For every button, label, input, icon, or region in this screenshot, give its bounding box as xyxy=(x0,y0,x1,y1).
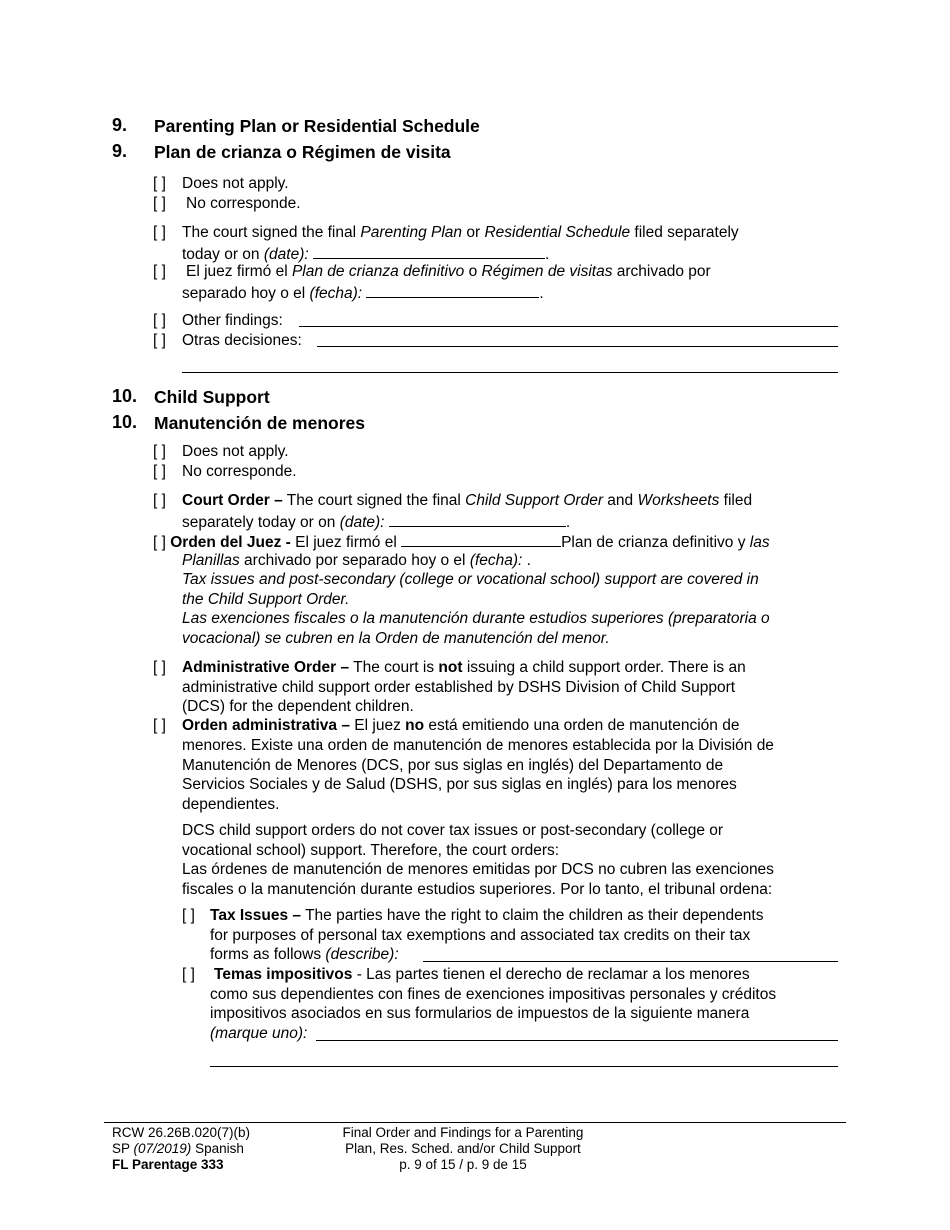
s10-tax-describe-field[interactable] xyxy=(423,961,838,962)
s10-admin-es-line2: menores. Existe una orden de manutención de menores establecida por la División de xyxy=(182,737,774,754)
section-9-title-es: Plan de crianza o Régimen de visita xyxy=(154,142,451,162)
s10-orden-juez-line1: [ ] Orden del Juez - El juez firmó el Plan de crianza definitivo y las xyxy=(153,531,770,553)
s10-dcs-es-line2: fiscales o la manutención durante estudios superiores. Por lo tanto, el tribunal ordena: xyxy=(182,881,773,898)
checkbox-s10-admin-order[interactable]: [ ] xyxy=(153,659,166,676)
s9-not-apply-es: No corresponde. xyxy=(186,195,301,212)
section-10-title-en: Child Support xyxy=(154,387,270,407)
footer-title-line2: Plan, Res. Sched. and/or Child Support xyxy=(345,1141,581,1156)
s9-court-signed-en-line2: today or on (date): . xyxy=(182,243,549,265)
s10-extra-line-field[interactable] xyxy=(210,1066,838,1067)
s10-tax-note-es-line1: Las exenciones fiscales o la manutención durante estudios superiores (preparatoria o xyxy=(182,610,770,627)
checkbox-s10-orden-juez[interactable]: [ ] xyxy=(153,534,166,551)
section-10-title-es: Manutención de menores xyxy=(154,413,366,433)
footer-sp: SP (07/2019) Spanish xyxy=(112,1141,244,1156)
s10-tax-en-line1: Tax Issues – The parties have the right to claim the children as their dependents xyxy=(210,907,764,924)
s10-tax-note-es-line2: vocacional) se cubren en la Orden de manutención del menor. xyxy=(182,630,610,647)
checkbox-s9-otras-decisiones[interactable]: [ ] xyxy=(153,332,166,349)
s10-not-apply-es: No corresponde. xyxy=(182,463,297,480)
checkbox-s10-tax-issues[interactable]: [ ] xyxy=(182,907,195,924)
s10-admin-es-line4: Servicios Sociales y de Salud (DSHS, por sus siglas en inglés) para los menores xyxy=(182,776,737,793)
s10-tax-note-en-line2: the Child Support Order. xyxy=(182,591,350,608)
footer-divider xyxy=(104,1122,846,1123)
checkbox-s9-court-signed[interactable]: [ ] xyxy=(153,224,166,241)
s10-admin-es-line5: dependientes. xyxy=(182,796,280,813)
s10-admin-en-line2: administrative child support order established by DSHS Division of Child Support xyxy=(182,679,736,696)
s10-marque-uno-field[interactable] xyxy=(316,1040,838,1041)
s9-other-findings-field[interactable] xyxy=(299,326,838,327)
s10-not-apply-en: Does not apply. xyxy=(182,443,289,460)
s10-dcs-en-line1: DCS child support orders do not cover tax issues or post-secondary (college or xyxy=(182,822,724,839)
footer-rcw: RCW 26.26B.020(7)(b) xyxy=(112,1125,251,1140)
checkbox-s10-not-apply[interactable]: [ ] xyxy=(153,443,166,460)
s9-date-field[interactable] xyxy=(313,243,545,259)
checkbox-s10-temas-impositivos[interactable]: [ ] xyxy=(182,966,195,983)
s10-tax-en-line3: forms as follows (describe): xyxy=(210,946,399,963)
checkbox-s9-other-findings[interactable]: [ ] xyxy=(153,312,166,329)
section-10-number-en: 10. xyxy=(112,386,138,406)
checkbox-s10-orden-administrativa[interactable]: [ ] xyxy=(153,717,166,734)
s9-otras-decisiones-field[interactable] xyxy=(317,346,838,347)
s9-fecha-field[interactable] xyxy=(366,282,539,298)
s10-tax-es-line2: como sus dependientes con fines de exenciones impositivas personales y créditos xyxy=(210,986,777,1003)
s9-court-signed-en-line1: The court signed the final Parenting Plan or Residential Schedule filed separately xyxy=(182,224,739,241)
s9-not-apply-en: Does not apply. xyxy=(182,175,289,192)
s10-tax-es-marque: (marque uno): xyxy=(210,1025,308,1042)
s10-dcs-es-line1: Las órdenes de manutención de menores emitidas por DCS no cubren las exenciones xyxy=(182,861,774,878)
s10-admin-es-line1: Orden administrativa – El juez no está emitiendo una orden de manutención de xyxy=(182,717,740,734)
checkbox-s9-no-corresponde[interactable]: [ ] xyxy=(153,195,166,212)
s9-extra-line-field[interactable] xyxy=(182,372,838,373)
checkbox-s10-no-corresponde[interactable]: [ ] xyxy=(153,463,166,480)
s10-tax-es-line1: Temas impositivos - Las partes tienen el derecho de reclamar a los menores xyxy=(214,966,750,983)
section-9-number-en: 9. xyxy=(112,115,128,135)
s9-otras-decisiones-label: Otras decisiones: xyxy=(182,332,302,349)
s10-dcs-en-line2: vocational school) support. Therefore, the court orders: xyxy=(182,842,560,859)
section-10-number-es: 10. xyxy=(112,412,138,432)
section-9-title-en: Parenting Plan or Residential Schedule xyxy=(154,116,480,136)
footer-title-line1: Final Order and Findings for a Parenting xyxy=(342,1125,584,1140)
s10-tax-en-line2: for purposes of personal tax exemptions and associated tax credits on their tax xyxy=(210,927,751,944)
s9-juez-firmo-es-line1: El juez firmó el Plan de crianza definitivo o Régimen de visitas archivado por xyxy=(186,263,711,280)
s10-orden-blank-field[interactable] xyxy=(401,531,561,547)
s10-tax-es-line3: impositivos asociados en sus formularios de impuestos de la siguiente manera xyxy=(210,1005,750,1022)
footer-page-number: p. 9 of 15 / p. 9 de 15 xyxy=(399,1157,527,1172)
s10-orden-juez-line2: Planillas archivado por separado hoy o el (fecha): . xyxy=(182,552,531,569)
s10-court-order-line2: separately today or on (date): . xyxy=(182,511,570,533)
section-9-number-es: 9. xyxy=(112,141,128,161)
checkbox-s9-juez-firmo[interactable]: [ ] xyxy=(153,263,166,280)
s9-juez-firmo-es-line2: separado hoy o el (fecha): . xyxy=(182,282,544,304)
s9-other-findings-label: Other findings: xyxy=(182,312,283,329)
checkbox-s9-not-apply[interactable]: [ ] xyxy=(153,175,166,192)
s10-admin-es-line3: Manutención de Menores (DCS, por sus siglas en inglés) del Departamento de xyxy=(182,757,724,774)
footer-form-id: FL Parentage 333 xyxy=(112,1157,224,1172)
checkbox-s10-court-order[interactable]: [ ] xyxy=(153,492,166,509)
s10-date-field[interactable] xyxy=(389,511,566,527)
s10-admin-en-line3: (DCS) for the dependent children. xyxy=(182,698,414,715)
s10-court-order-line1: Court Order – The court signed the final Child Support Order and Worksheets filed xyxy=(182,492,753,509)
s10-tax-note-en-line1: Tax issues and post-secondary (college or vocational school) support are covered in xyxy=(182,571,759,588)
s10-admin-en-line1: Administrative Order – The court is not issuing a child support order. There is an xyxy=(182,659,746,676)
